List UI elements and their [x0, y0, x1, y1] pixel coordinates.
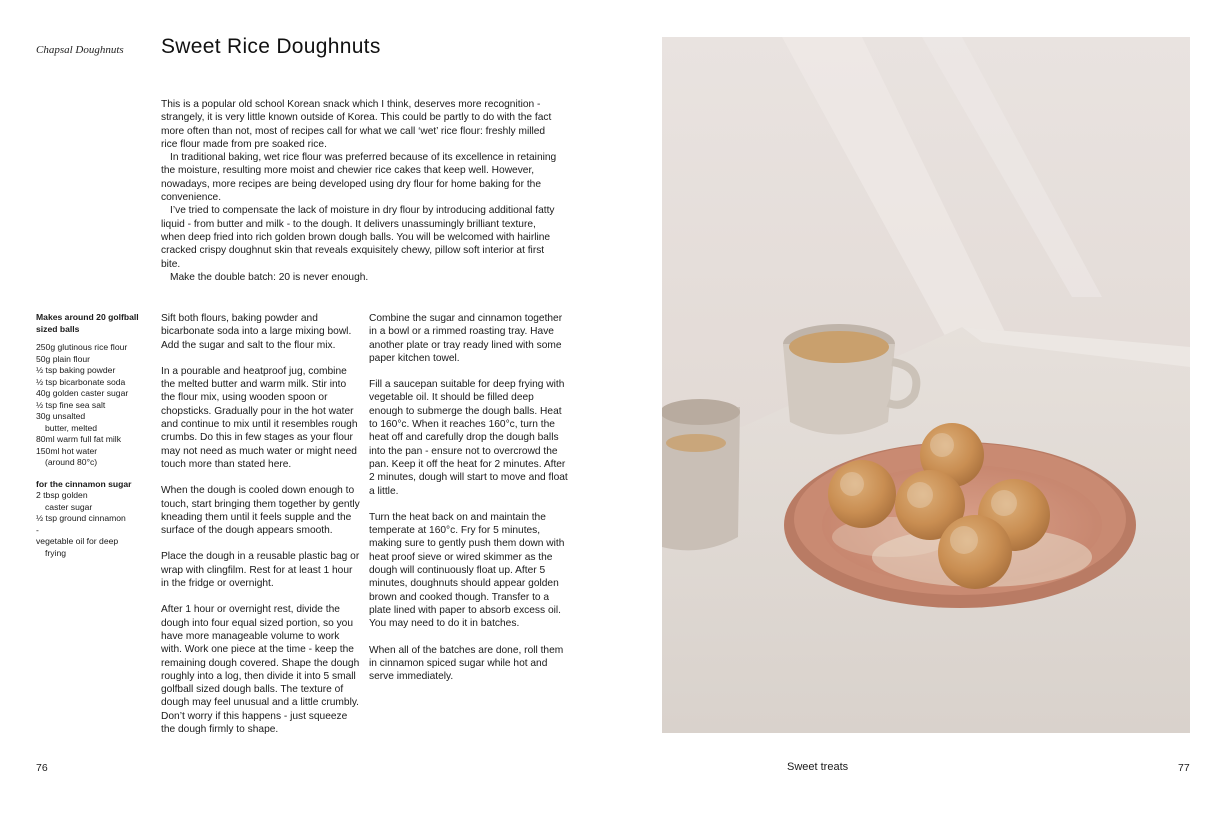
intro-paragraph: I’ve tried to compensate the lack of moisture in dry flour by introducing additional fatty liquid - from butter and milk - to the dough. It delivers unassumingly brilliant texture, when deep fried into rich golden brown dough balls. You will be welcomed with hairline cracked crispy doughnut skin that reveals exquisitely chewy, pillow soft interior at first bite. [161, 205, 555, 270]
ingredient-item: 40g golden caster sugar [36, 388, 129, 398]
method-step: Fill a saucepan suitable for deep frying with vegetable oil. It should be filled deep enough to submerge the dough balls. Heat to 160°c. When it reaches 160°c, turn the heat off and carefully drop the dough balls into the pan - ensure not to overcrowd the pan. Keep it off the heat for 2 minutes. After 2 minutes, dough will start to move and float a little. [369, 379, 568, 497]
method-step: When all of the batches are done, roll them in cinnamon spiced sugar while hot and serve immediately. [369, 644, 564, 683]
doughnuts-photo-illustration [662, 37, 1190, 733]
ingredient-item: caster sugar [45, 501, 93, 512]
ingredient-item: ½ tsp ground cinnamon [36, 513, 126, 523]
method-step: When the dough is cooled down enough to touch, start bringing them together by gently kneading them until it feels supple and the surface of the dough appears smooth. [161, 485, 360, 537]
intro-paragraph: In traditional baking, wet rice flour was preferred because of its excellence in retaining the moisture, resulting more moist and chewier rice cakes that keep well. However, nowadays, more recipes are being developed using dry flour for home baking for the convenience. [161, 152, 557, 204]
method-step: In a pourable and heatproof jug, combine the melted butter and warm milk. Stir into the flour mix, using wooden spoon or chopsticks. Gradually pour in the hot water and continue to mix until it resembles rough crumbs. Do this in few stages as your flour may not need as much water or might need touch more than stated here. [161, 365, 358, 470]
recipe-subtitle: Chapsal Doughnuts [36, 44, 124, 56]
ingredients-list [36, 312, 154, 559]
ingredient-item: - [36, 524, 39, 535]
section-title: Sweet treats [787, 761, 849, 773]
recipe-intro [161, 98, 561, 284]
doughnuts-photo [662, 37, 1190, 733]
ingredient-item: ½ tsp fine sea salt [36, 399, 106, 410]
ingredient-item: vegetable oil for deep [36, 536, 119, 546]
ingredient-item: 50g plain flour [36, 353, 90, 364]
method-column-2 [369, 312, 569, 696]
page-number-left: 76 [36, 762, 48, 774]
method-step: After 1 hour or overnight rest, divide the dough into four equal sized portion, so you have more manageable volume to work with. Work one piece at the time - keep the remaining dough covered. Shape the dough roughly into a log, then divide it into 5 small golfball sized dough balls. The texture of dough may feel unusual and a little crumbly. Don’t worry if this happens - just squeeze the dough firmly to shape. [161, 604, 360, 736]
recipe-title: Sweet Rice Doughnuts [161, 35, 381, 58]
ingredient-item: 250g glutinous rice flour [36, 342, 128, 352]
ingredients-heading: Makes around 20 golfball sized balls [36, 312, 139, 334]
ingredient-item: 150ml hot water [36, 445, 98, 456]
intro-paragraph: This is a popular old school Korean snack which I think, deserves more recognition - strangely, it is very little known outside of Korea. This could be partly to do with the fact more often than not, most of recipes call for what we call ‘wet’ rice flour: freshly milled rice flour made from pre soaked rice. [161, 99, 552, 150]
intro-paragraph: Make the double batch: 20 is never enough. [170, 271, 369, 283]
ingredient-item: (around 80°c) [45, 457, 98, 467]
page-number-right: 77 [1178, 762, 1190, 774]
ingredient-item: 30g unsalted [36, 411, 86, 421]
ingredient-item: ½ tsp bicarbonate soda [36, 376, 126, 387]
method-step: Sift both flours, baking powder and bicarbonate soda into a large mixing bowl. Add the sugar and salt to the flour mix. [161, 313, 352, 351]
ingredient-item: butter, melted [45, 422, 98, 433]
ingredient-item: 80ml warm full fat milk [36, 434, 121, 444]
method-step: Turn the heat back on and maintain the temperate at 160°c. Fry for 5 minutes, making sure to gently push them down with heat proof sieve or wired skimmer as the dough will continuously float up. After 5 minutes, doughnuts should appear golden brown and cooked though. Transfer to a plate lined with paper to absorb excess oil. You may need to do it in batches. [369, 511, 565, 630]
cinnamon-sugar-heading: for the cinnamon sugar [36, 478, 132, 489]
method-step: Place the dough in a reusable plastic bag or wrap with clingfilm. Rest for at least 1 hour in the fridge or overnight. [161, 551, 360, 590]
ingredient-item: frying [45, 547, 67, 558]
method-step: Combine the sugar and cinnamon together in a bowl or a rimmed roasting tray. Have another plate or tray ready lined with some paper kitchen towel. [369, 313, 563, 364]
ingredient-item: ½ tsp baking powder [36, 365, 116, 375]
method-column-1 [161, 312, 361, 749]
ingredient-item: 2 tbsp golden [36, 490, 88, 500]
